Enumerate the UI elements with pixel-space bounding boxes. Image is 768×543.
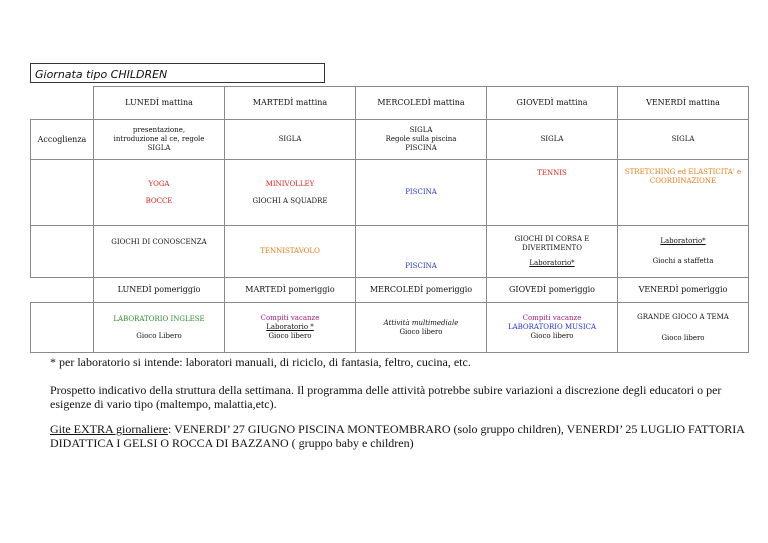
cell-fri-activity-1: STRETCHING ed ELASTICITA' e COORDINAZIONE <box>618 160 749 226</box>
gite-note <box>50 422 750 450</box>
cell-wed-activity-1: PISCINA <box>356 160 487 226</box>
table-row <box>31 278 749 303</box>
header-monday-morning: LUNEDÌ mattina <box>94 87 225 120</box>
header-wednesday-afternoon: MERCOLEDÌ pomeriggio <box>356 278 487 303</box>
cell-thu-accoglienza: SIGLA <box>487 120 618 160</box>
gite-text: : VENERDI’ 27 GIUGNO PISCINA MONTEOMBRARO (solo gruppo children), VENERDI’ 25 LUGLIO FATTORIA DIDATTICA I GELSI O ROCCA DI BAZZANO ( gruppo baby e children) <box>50 422 745 450</box>
cell-mon-accoglienza: presentazione, introduzione al ce, regole SIGLA <box>94 120 225 160</box>
cell-tue-activity-2: TENNISTAVOLO <box>225 226 356 278</box>
laboratorio-note: * per laboratorio si intende: laboratori manuali, di riciclo, di fantasia, feltro, cucina, etc. <box>50 355 471 369</box>
cell-tue-accoglienza: SIGLA <box>225 120 356 160</box>
table-row <box>31 226 749 278</box>
cell-wed-accoglienza: SIGLA Regole sulla piscina PISCINA <box>356 120 487 160</box>
header-thursday-afternoon: GIOVEDÌ pomeriggio <box>487 278 618 303</box>
cell-wed-activity-2: PISCINA <box>356 226 487 278</box>
cell-mon-afternoon: LABORATORIO INGLESE Gioco Libero <box>94 303 225 353</box>
header-tuesday-afternoon: MARTEDÌ pomeriggio <box>225 278 356 303</box>
table-row <box>31 303 749 353</box>
page-title: Giornata tipo CHILDREN <box>30 63 325 83</box>
gite-label: Gite EXTRA giornaliere <box>50 422 168 436</box>
cell-tue-activity-1: MINIVOLLEY GIOCHI A SQUADRE <box>225 160 356 226</box>
cell-wed-afternoon: Attività multimediale Gioco libero <box>356 303 487 353</box>
cell-mon-activity-1: YOGA BOCCE <box>94 160 225 226</box>
cell-fri-afternoon: GRANDE GIOCO A TEMA Gioco libero <box>618 303 749 353</box>
header-thursday-morning: GIOVEDÌ mattina <box>487 87 618 120</box>
cell-fri-accoglienza: SIGLA <box>618 120 749 160</box>
cell-thu-activity-2: GIOCHI DI CORSA E DIVERTIMENTO Laboratorio* <box>487 226 618 278</box>
table-row <box>31 160 749 226</box>
cell-thu-activity-1: TENNIS <box>487 160 618 226</box>
cell-mon-activity-2: GIOCHI DI CONOSCENZA <box>94 226 225 278</box>
table-row <box>31 120 749 160</box>
header-wednesday-morning: MERCOLEDÌ mattina <box>356 87 487 120</box>
header-friday-afternoon: VENERDÌ pomeriggio <box>618 278 749 303</box>
prospetto-note: Prospetto indicativo della struttura della settimana. Il programma delle attività potrebbe subire variazioni a discrezione degli educatori o per esigenze di vario tipo (maltempo, malattia,etc). <box>50 383 722 411</box>
cell-tue-afternoon: Compiti vacanze Laboratorio * Gioco libero <box>225 303 356 353</box>
table-row <box>31 87 749 120</box>
row-label-accoglienza: Accoglienza <box>31 120 94 160</box>
cell-thu-afternoon: Compiti vacanze LABORATORIO MUSICA Gioco libero <box>487 303 618 353</box>
cell-fri-activity-2: Laboratorio* Giochi a staffetta <box>618 226 749 278</box>
header-monday-afternoon: LUNEDÌ pomeriggio <box>94 278 225 303</box>
schedule-table <box>30 86 749 353</box>
header-tuesday-morning: MARTEDÌ mattina <box>225 87 356 120</box>
header-friday-morning: VENERDÌ mattina <box>618 87 749 120</box>
